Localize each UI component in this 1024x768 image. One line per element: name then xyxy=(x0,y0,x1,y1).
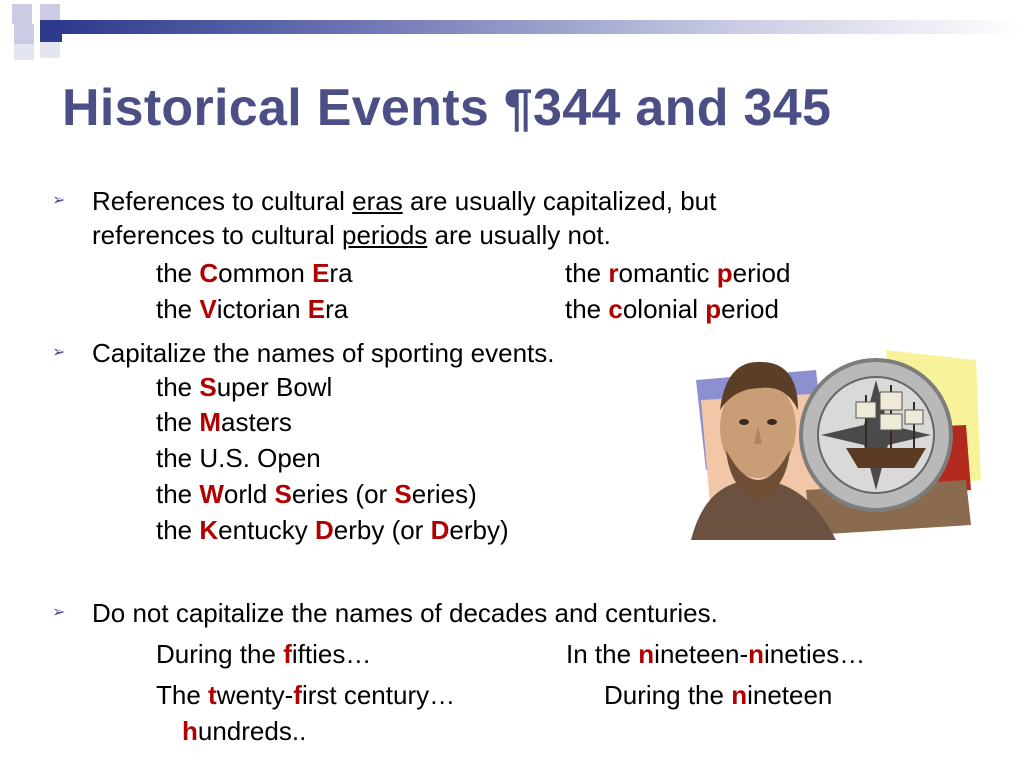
eras-line-1: References to cultural eras are usually capitalized, but xyxy=(92,186,717,216)
explorer-clipart xyxy=(686,340,986,560)
bullet-icon: ➢ xyxy=(52,344,66,361)
example-us-open: the U.S. Open xyxy=(156,443,321,473)
example-common-era: the Common Era xyxy=(156,258,353,288)
example-nineties: In the nineteen-nineties… xyxy=(566,639,866,669)
example-nineteen-hundreds-cont: hundreds.. xyxy=(182,716,307,746)
example-world-series: the World Series (or Series) xyxy=(156,479,477,509)
example-kentucky-derby: the Kentucky Derby (or Derby) xyxy=(156,515,509,545)
sports-heading: Capitalize the names of sporting events. xyxy=(92,338,555,368)
eras-line-2: references to cultural periods are usually not. xyxy=(92,220,611,250)
example-fifties: During the fifties… xyxy=(156,639,372,669)
example-nineteen-hundreds: During the nineteen xyxy=(604,680,833,710)
term-eras: eras xyxy=(352,186,403,216)
term-periods: periods xyxy=(342,220,428,250)
example-twenty-first-century: The twenty-first century… xyxy=(156,680,456,710)
page-title: Historical Events ¶344 and 345 xyxy=(62,79,832,137)
example-victorian-era: the Victorian Era xyxy=(156,294,349,324)
bullet-icon: ➢ xyxy=(52,192,66,209)
example-masters: the Masters xyxy=(156,407,292,437)
bullet-icon: ➢ xyxy=(52,604,66,621)
example-super-bowl: the Super Bowl xyxy=(156,372,333,402)
example-colonial-period: the colonial period xyxy=(565,294,779,324)
decades-heading: Do not capitalize the names of decades and centuries. xyxy=(92,598,718,628)
example-romantic-period: the romantic period xyxy=(565,258,791,288)
